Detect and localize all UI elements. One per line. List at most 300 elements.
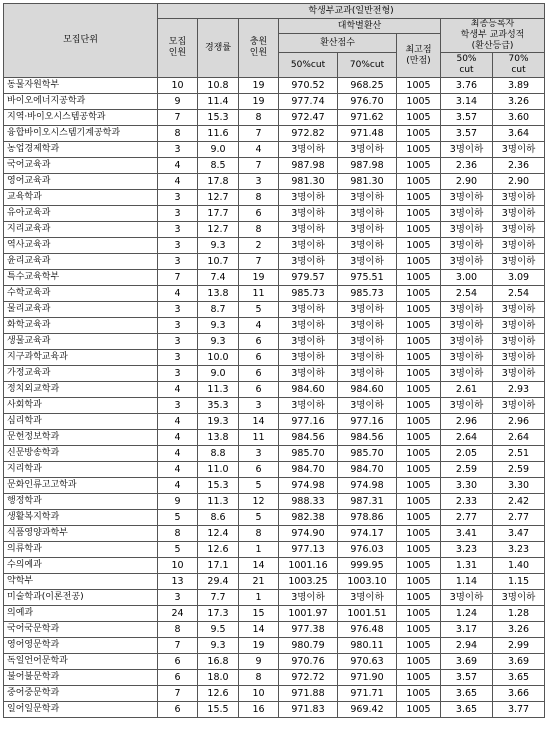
score-cut70-cell: 999.95: [338, 558, 397, 574]
filled-count-cell: 8: [239, 110, 279, 126]
grade-cut50-cell: 1.24: [441, 606, 493, 622]
table-row: [4, 622, 545, 638]
recruit-count-cell: 3: [158, 366, 198, 382]
recruit-count-cell: 13: [158, 574, 198, 590]
filled-count-cell: 11: [239, 286, 279, 302]
dept-name-cell: 약학부: [4, 574, 158, 590]
grade-cut50-cell: 2.61: [441, 382, 493, 398]
grade-cut70-cell: 3명이하: [493, 222, 545, 238]
filled-count-cell: 6: [239, 334, 279, 350]
table-body: [4, 78, 545, 718]
filled-count-cell: 10: [239, 686, 279, 702]
competition-rate-cell: 11.3: [198, 494, 239, 510]
score-cut70-cell: 985.70: [338, 446, 397, 462]
competition-rate-cell: 9.3: [198, 334, 239, 350]
grade-cut50-cell: 3명이하: [441, 222, 493, 238]
dept-name-cell: 바이오에너지공학과: [4, 94, 158, 110]
score-cut50-cell: 3명이하: [279, 238, 338, 254]
filled-count-cell: 19: [239, 270, 279, 286]
grade-cut70-cell: 2.64: [493, 430, 545, 446]
max-score-cell: 1005: [397, 654, 441, 670]
max-score-cell: 1005: [397, 526, 441, 542]
score-cut70-cell: 971.62: [338, 110, 397, 126]
grade-cut70-cell: 3명이하: [493, 206, 545, 222]
max-score-cell: 1005: [397, 638, 441, 654]
grade-cut70-cell: 2.42: [493, 494, 545, 510]
grade-cut50-cell: 2.64: [441, 430, 493, 446]
competition-rate-cell: 19.3: [198, 414, 239, 430]
grade-cut50-cell: 3.57: [441, 126, 493, 142]
dept-name-cell: 특수교육학부: [4, 270, 158, 286]
competition-rate-cell: 8.5: [198, 158, 239, 174]
max-score-cell: 1005: [397, 542, 441, 558]
max-score-cell: 1005: [397, 382, 441, 398]
score-cut50-cell: 972.72: [279, 670, 338, 686]
score-cut50-cell: 985.73: [279, 286, 338, 302]
header-final: [441, 19, 545, 53]
header-recruit: [158, 19, 198, 78]
recruit-count-cell: 3: [158, 350, 198, 366]
header-final-cut70-text: 70% cut: [508, 54, 529, 75]
grade-cut70-cell: 3.30: [493, 478, 545, 494]
competition-rate-cell: 17.1: [198, 558, 239, 574]
score-cut50-cell: 1001.16: [279, 558, 338, 574]
dept-name-cell: 생물교육과: [4, 334, 158, 350]
table-row: [4, 270, 545, 286]
max-score-cell: 1005: [397, 126, 441, 142]
recruit-count-cell: 7: [158, 638, 198, 654]
dept-name-cell: 문헌정보학과: [4, 430, 158, 446]
grade-cut70-cell: 3명이하: [493, 590, 545, 606]
dept-name-cell: 가정교육과: [4, 366, 158, 382]
filled-count-cell: 3: [239, 174, 279, 190]
competition-rate-cell: 9.0: [198, 142, 239, 158]
max-score-cell: 1005: [397, 158, 441, 174]
dept-name-cell: 신문방송학과: [4, 446, 158, 462]
grade-cut70-cell: 3.47: [493, 526, 545, 542]
filled-count-cell: 5: [239, 510, 279, 526]
filled-count-cell: 19: [239, 94, 279, 110]
max-score-cell: 1005: [397, 446, 441, 462]
score-cut70-cell: 1003.10: [338, 574, 397, 590]
competition-rate-cell: 12.7: [198, 190, 239, 206]
filled-count-cell: 8: [239, 526, 279, 542]
dept-name-cell: 지리학과: [4, 462, 158, 478]
recruit-count-cell: 9: [158, 94, 198, 110]
competition-rate-cell: 15.3: [198, 110, 239, 126]
score-cut50-cell: 3명이하: [279, 590, 338, 606]
table-row: [4, 238, 545, 254]
dept-name-cell: 국어국문학과: [4, 622, 158, 638]
filled-count-cell: 1: [239, 590, 279, 606]
score-cut50-cell: 971.83: [279, 702, 338, 718]
table-row: [4, 110, 545, 126]
grade-cut70-cell: 3.65: [493, 670, 545, 686]
competition-rate-cell: 8.8: [198, 446, 239, 462]
max-score-cell: 1005: [397, 190, 441, 206]
competition-rate-cell: 15.5: [198, 702, 239, 718]
table-row: [4, 702, 545, 718]
max-score-cell: 1005: [397, 510, 441, 526]
competition-rate-cell: 17.8: [198, 174, 239, 190]
recruit-count-cell: 3: [158, 302, 198, 318]
grade-cut70-cell: 1.40: [493, 558, 545, 574]
recruit-count-cell: 3: [158, 222, 198, 238]
score-cut70-cell: 976.48: [338, 622, 397, 638]
grade-cut50-cell: 2.54: [441, 286, 493, 302]
grade-cut50-cell: 3.69: [441, 654, 493, 670]
competition-rate-cell: 29.4: [198, 574, 239, 590]
header-cut50: 50%cut: [279, 53, 338, 78]
score-cut70-cell: 981.30: [338, 174, 397, 190]
recruit-count-cell: 5: [158, 510, 198, 526]
table-row: [4, 94, 545, 110]
max-score-cell: 1005: [397, 222, 441, 238]
score-cut50-cell: 3명이하: [279, 334, 338, 350]
table-row: [4, 206, 545, 222]
competition-rate-cell: 7.7: [198, 590, 239, 606]
table-row: [4, 158, 545, 174]
grade-cut70-cell: 2.90: [493, 174, 545, 190]
grade-cut50-cell: 3.65: [441, 686, 493, 702]
recruit-count-cell: 3: [158, 398, 198, 414]
recruit-count-cell: 6: [158, 702, 198, 718]
competition-rate-cell: 10.7: [198, 254, 239, 270]
competition-rate-cell: 17.7: [198, 206, 239, 222]
competition-rate-cell: 9.5: [198, 622, 239, 638]
score-cut70-cell: 3명이하: [338, 222, 397, 238]
table-row: [4, 574, 545, 590]
table-row: [4, 494, 545, 510]
score-cut50-cell: 3명이하: [279, 222, 338, 238]
max-score-cell: 1005: [397, 622, 441, 638]
score-cut50-cell: 3명이하: [279, 318, 338, 334]
grade-cut50-cell: 3.65: [441, 702, 493, 718]
max-score-cell: 1005: [397, 110, 441, 126]
score-cut50-cell: 984.70: [279, 462, 338, 478]
dept-name-cell: 화학교육과: [4, 318, 158, 334]
grade-cut50-cell: 3명이하: [441, 590, 493, 606]
grade-cut70-cell: 2.93: [493, 382, 545, 398]
competition-rate-cell: 9.0: [198, 366, 239, 382]
max-score-cell: 1005: [397, 670, 441, 686]
grade-cut70-cell: 3명이하: [493, 366, 545, 382]
max-score-cell: 1005: [397, 462, 441, 478]
grade-cut70-cell: 2.99: [493, 638, 545, 654]
dept-name-cell: 문화인류고고학과: [4, 478, 158, 494]
recruit-count-cell: 4: [158, 158, 198, 174]
dept-name-cell: 행정학과: [4, 494, 158, 510]
score-cut50-cell: 3명이하: [279, 302, 338, 318]
filled-count-cell: 7: [239, 254, 279, 270]
recruit-count-cell: 4: [158, 446, 198, 462]
grade-cut70-cell: 1.28: [493, 606, 545, 622]
grade-cut50-cell: 3명이하: [441, 334, 493, 350]
recruit-count-cell: 6: [158, 654, 198, 670]
filled-count-cell: 6: [239, 366, 279, 382]
score-cut70-cell: 974.17: [338, 526, 397, 542]
max-score-cell: 1005: [397, 270, 441, 286]
table-row: [4, 670, 545, 686]
dept-name-cell: 미술학과(이론전공): [4, 590, 158, 606]
dept-name-cell: 역사교육과: [4, 238, 158, 254]
grade-cut50-cell: 2.36: [441, 158, 493, 174]
grade-cut70-cell: 2.36: [493, 158, 545, 174]
score-cut70-cell: 975.51: [338, 270, 397, 286]
grade-cut50-cell: 3명이하: [441, 190, 493, 206]
competition-rate-cell: 9.3: [198, 318, 239, 334]
grade-cut70-cell: 1.15: [493, 574, 545, 590]
score-cut50-cell: 980.79: [279, 638, 338, 654]
score-cut70-cell: 3명이하: [338, 334, 397, 350]
score-cut50-cell: 977.74: [279, 94, 338, 110]
recruit-count-cell: 3: [158, 254, 198, 270]
table-row: [4, 638, 545, 654]
max-score-cell: 1005: [397, 558, 441, 574]
dept-name-cell: 국어교육과: [4, 158, 158, 174]
table-row: [4, 318, 545, 334]
max-score-cell: 1005: [397, 206, 441, 222]
competition-rate-cell: 7.4: [198, 270, 239, 286]
header-max-text: 최고점 (만점): [405, 44, 432, 66]
competition-rate-cell: 15.3: [198, 478, 239, 494]
dept-name-cell: 불어불문학과: [4, 670, 158, 686]
table-row: [4, 558, 545, 574]
recruit-count-cell: 4: [158, 462, 198, 478]
dept-name-cell: 수의예과: [4, 558, 158, 574]
table-row: [4, 190, 545, 206]
table-row: [4, 334, 545, 350]
table-row: [4, 654, 545, 670]
competition-rate-cell: 11.3: [198, 382, 239, 398]
recruit-count-cell: 8: [158, 126, 198, 142]
recruit-count-cell: 3: [158, 238, 198, 254]
recruit-count-cell: 3: [158, 142, 198, 158]
header-converted: 환산점수: [279, 34, 397, 53]
grade-cut70-cell: 2.51: [493, 446, 545, 462]
score-cut50-cell: 977.13: [279, 542, 338, 558]
score-cut70-cell: 970.63: [338, 654, 397, 670]
grade-cut70-cell: 3.69: [493, 654, 545, 670]
filled-count-cell: 14: [239, 622, 279, 638]
table-row: [4, 174, 545, 190]
grade-cut50-cell: 3.14: [441, 94, 493, 110]
max-score-cell: 1005: [397, 702, 441, 718]
score-cut50-cell: 3명이하: [279, 142, 338, 158]
table-row: [4, 462, 545, 478]
score-cut50-cell: 972.82: [279, 126, 338, 142]
dept-name-cell: 의예과: [4, 606, 158, 622]
header-group-dept: 대학별환산: [279, 19, 441, 34]
recruit-count-cell: 9: [158, 494, 198, 510]
header-competition: 경쟁률: [198, 19, 239, 78]
dept-name-cell: 지구과학교육과: [4, 350, 158, 366]
competition-rate-cell: 12.6: [198, 686, 239, 702]
competition-rate-cell: 12.4: [198, 526, 239, 542]
grade-cut70-cell: 3명이하: [493, 350, 545, 366]
max-score-cell: 1005: [397, 78, 441, 94]
score-cut70-cell: 971.90: [338, 670, 397, 686]
competition-rate-cell: 12.7: [198, 222, 239, 238]
grade-cut70-cell: 3.09: [493, 270, 545, 286]
recruit-count-cell: 4: [158, 430, 198, 446]
grade-cut50-cell: 3.57: [441, 110, 493, 126]
filled-count-cell: 7: [239, 126, 279, 142]
header-final-cut50-text: 50% cut: [456, 54, 477, 75]
dept-name-cell: 동물자원학부: [4, 78, 158, 94]
recruit-count-cell: 7: [158, 270, 198, 286]
score-cut70-cell: 977.16: [338, 414, 397, 430]
dept-name-cell: 수학교육과: [4, 286, 158, 302]
dept-name-cell: 지리교육과: [4, 222, 158, 238]
grade-cut50-cell: 3명이하: [441, 302, 493, 318]
header-final-cut70: [493, 53, 545, 78]
admission-results-table: [3, 3, 545, 718]
score-cut70-cell: 1001.51: [338, 606, 397, 622]
max-score-cell: 1005: [397, 686, 441, 702]
score-cut70-cell: 3명이하: [338, 302, 397, 318]
dept-name-cell: 영어영문학과: [4, 638, 158, 654]
score-cut70-cell: 3명이하: [338, 190, 397, 206]
dept-name-cell: 심리학과: [4, 414, 158, 430]
grade-cut70-cell: 3.64: [493, 126, 545, 142]
score-cut70-cell: 985.73: [338, 286, 397, 302]
table-row: [4, 526, 545, 542]
recruit-count-cell: 5: [158, 542, 198, 558]
filled-count-cell: 16: [239, 702, 279, 718]
filled-count-cell: 4: [239, 142, 279, 158]
table-row: [4, 366, 545, 382]
grade-cut50-cell: 3명이하: [441, 254, 493, 270]
filled-count-cell: 6: [239, 462, 279, 478]
grade-cut70-cell: 3.60: [493, 110, 545, 126]
score-cut70-cell: 3명이하: [338, 254, 397, 270]
score-cut50-cell: 988.33: [279, 494, 338, 510]
score-cut50-cell: 982.38: [279, 510, 338, 526]
score-cut70-cell: 984.56: [338, 430, 397, 446]
table-row: [4, 126, 545, 142]
filled-count-cell: 7: [239, 158, 279, 174]
max-score-cell: 1005: [397, 398, 441, 414]
max-score-cell: 1005: [397, 430, 441, 446]
score-cut70-cell: 3명이하: [338, 398, 397, 414]
dept-name-cell: 생활복지학과: [4, 510, 158, 526]
competition-rate-cell: 17.3: [198, 606, 239, 622]
recruit-count-cell: 3: [158, 590, 198, 606]
grade-cut50-cell: 3.00: [441, 270, 493, 286]
grade-cut70-cell: 3.26: [493, 94, 545, 110]
competition-rate-cell: 9.3: [198, 238, 239, 254]
table-row: [4, 686, 545, 702]
table-row: [4, 590, 545, 606]
recruit-count-cell: 24: [158, 606, 198, 622]
score-cut70-cell: 3명이하: [338, 142, 397, 158]
max-score-cell: 1005: [397, 302, 441, 318]
score-cut50-cell: 984.56: [279, 430, 338, 446]
score-cut50-cell: 979.57: [279, 270, 338, 286]
max-score-cell: 1005: [397, 254, 441, 270]
score-cut70-cell: 976.70: [338, 94, 397, 110]
recruit-count-cell: 3: [158, 334, 198, 350]
grade-cut50-cell: 3명이하: [441, 318, 493, 334]
header-cut70: 70%cut: [338, 53, 397, 78]
filled-count-cell: 6: [239, 382, 279, 398]
table-row: [4, 606, 545, 622]
table-row: [4, 302, 545, 318]
filled-count-cell: 3: [239, 398, 279, 414]
score-cut70-cell: 971.48: [338, 126, 397, 142]
filled-count-cell: 8: [239, 222, 279, 238]
recruit-count-cell: 4: [158, 382, 198, 398]
score-cut70-cell: 3명이하: [338, 206, 397, 222]
grade-cut50-cell: 2.77: [441, 510, 493, 526]
grade-cut50-cell: 3.57: [441, 670, 493, 686]
max-score-cell: 1005: [397, 478, 441, 494]
score-cut70-cell: 3명이하: [338, 366, 397, 382]
dept-name-cell: 융합바이오시스템기계공학과: [4, 126, 158, 142]
score-cut70-cell: 984.60: [338, 382, 397, 398]
score-cut50-cell: 972.47: [279, 110, 338, 126]
score-cut50-cell: 3명이하: [279, 398, 338, 414]
max-score-cell: 1005: [397, 574, 441, 590]
score-cut50-cell: 3명이하: [279, 190, 338, 206]
dept-name-cell: 식품영양과학부: [4, 526, 158, 542]
score-cut50-cell: 3명이하: [279, 366, 338, 382]
competition-rate-cell: 11.6: [198, 126, 239, 142]
competition-rate-cell: 35.3: [198, 398, 239, 414]
grade-cut70-cell: 3명이하: [493, 334, 545, 350]
competition-rate-cell: 8.7: [198, 302, 239, 318]
dept-name-cell: 정치외교학과: [4, 382, 158, 398]
grade-cut50-cell: 2.05: [441, 446, 493, 462]
table-row: [4, 398, 545, 414]
max-score-cell: 1005: [397, 286, 441, 302]
filled-count-cell: 15: [239, 606, 279, 622]
competition-rate-cell: 10.0: [198, 350, 239, 366]
dept-name-cell: 물리교육과: [4, 302, 158, 318]
score-cut70-cell: 3명이하: [338, 318, 397, 334]
grade-cut70-cell: 3명이하: [493, 142, 545, 158]
header-unit: 모집단위: [4, 4, 158, 78]
grade-cut70-cell: 3.26: [493, 622, 545, 638]
score-cut50-cell: 974.98: [279, 478, 338, 494]
score-cut50-cell: 981.30: [279, 174, 338, 190]
grade-cut70-cell: 3명이하: [493, 190, 545, 206]
score-cut70-cell: 971.71: [338, 686, 397, 702]
recruit-count-cell: 6: [158, 670, 198, 686]
score-cut50-cell: 3명이하: [279, 350, 338, 366]
table-row: [4, 142, 545, 158]
grade-cut50-cell: 3명이하: [441, 238, 493, 254]
recruit-count-cell: 8: [158, 526, 198, 542]
score-cut50-cell: 985.70: [279, 446, 338, 462]
grade-cut50-cell: 2.96: [441, 414, 493, 430]
header-filled: [239, 19, 279, 78]
competition-rate-cell: 8.6: [198, 510, 239, 526]
grade-cut50-cell: 3.30: [441, 478, 493, 494]
competition-rate-cell: 11.4: [198, 94, 239, 110]
dept-name-cell: 독일언어문학과: [4, 654, 158, 670]
dept-name-cell: 의류학과: [4, 542, 158, 558]
grade-cut50-cell: 3.76: [441, 78, 493, 94]
grade-cut70-cell: 3.89: [493, 78, 545, 94]
filled-count-cell: 5: [239, 302, 279, 318]
dept-name-cell: 윤리교육과: [4, 254, 158, 270]
score-cut70-cell: 3명이하: [338, 590, 397, 606]
max-score-cell: 1005: [397, 494, 441, 510]
grade-cut50-cell: 2.33: [441, 494, 493, 510]
filled-count-cell: 21: [239, 574, 279, 590]
